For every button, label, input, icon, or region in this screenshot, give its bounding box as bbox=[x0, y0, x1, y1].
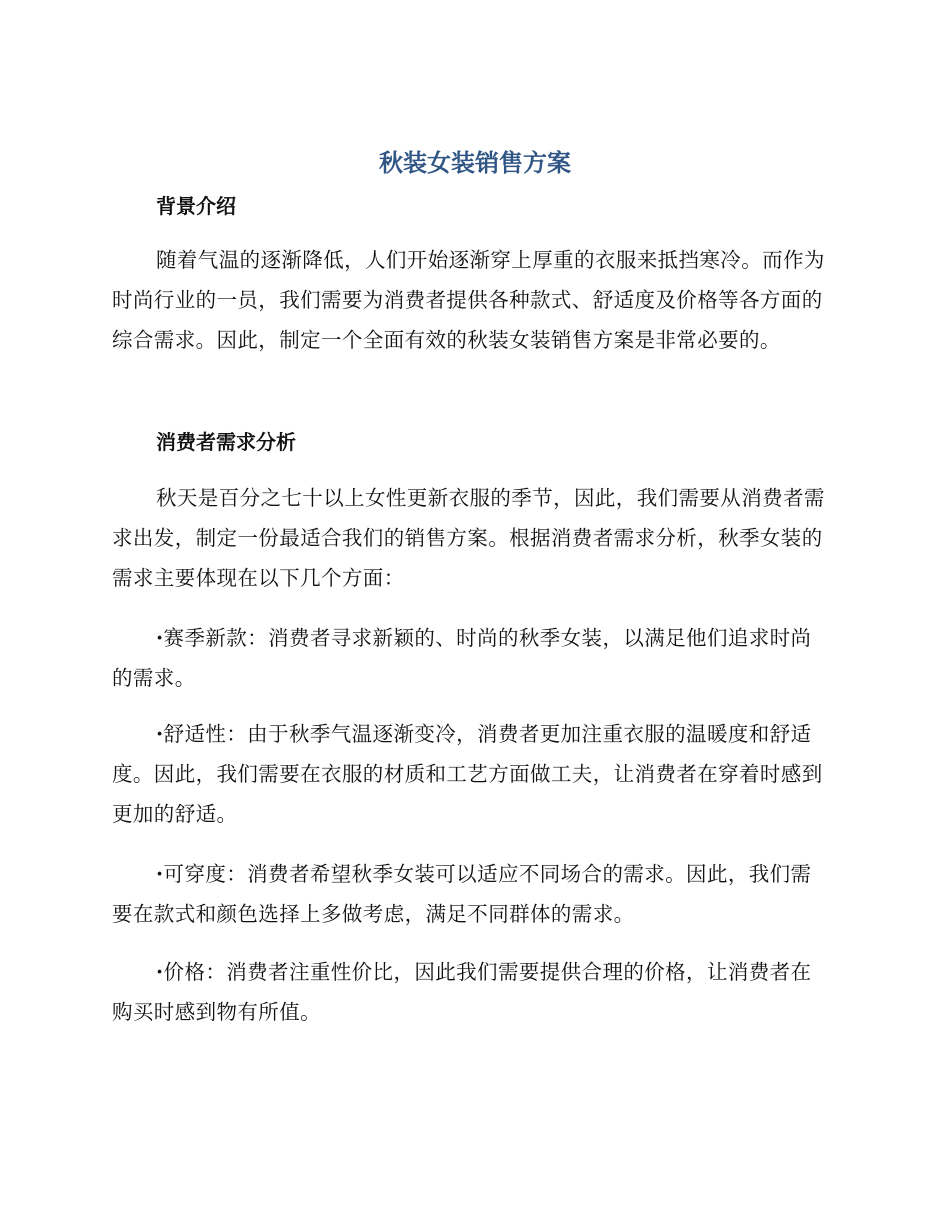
bullet-marker: · bbox=[156, 626, 164, 650]
list-item bbox=[112, 854, 832, 934]
bullet-marker: · bbox=[156, 960, 164, 984]
list-item-text: 价格：消费者注重性价比，因此我们需要提供合理的价格，让消费者在购买时感到物有所值。 bbox=[112, 960, 812, 1024]
list-item-text: 舒适性：由于秋季气温逐渐变冷，消费者更加注重衣服的温暖度和舒适度。因此，我们需要在衣服的材质和工艺方面做工夫，让消费者在穿着时感到更加的舒适。 bbox=[112, 722, 823, 826]
bullet-marker: · bbox=[156, 862, 164, 886]
list-item bbox=[112, 618, 832, 698]
paragraph-consumer-needs: 秋天是百分之七十以上女性更新衣服的季节，因此，我们需要从消费者需求出发，制定一份最适合我们的销售方案。根据消费者需求分析，秋季女装的需求主要体现在以下几个方面： bbox=[112, 486, 825, 590]
paragraph-background: 随着气温的逐渐降低，人们开始逐渐穿上厚重的衣服来抵挡寒冷。而作为时尚行业的一员，我们需要为消费者提供各种款式、舒适度及价格等各方面的综合需求。因此，制定一个全面有效的秋装女装销售方案是非常必要的。 bbox=[112, 248, 825, 352]
section-heading-consumer-needs: 消费者需求分析 bbox=[156, 430, 296, 454]
list-item-text: 赛季新款：消费者寻求新颖的、时尚的秋季女装，以满足他们追求时尚的需求。 bbox=[112, 626, 812, 690]
list-item bbox=[112, 952, 832, 1032]
section-heading-background: 背景介绍 bbox=[156, 194, 236, 218]
list-item-text: 可穿度：消费者希望秋季女装可以适应不同场合的需求。因此，我们需要在款式和颜色选择上多做考虑，满足不同群体的需求。 bbox=[112, 862, 812, 926]
bullet-marker: · bbox=[156, 722, 164, 746]
document-title: 秋装女装销售方案 bbox=[379, 149, 571, 177]
list-item bbox=[112, 714, 832, 834]
